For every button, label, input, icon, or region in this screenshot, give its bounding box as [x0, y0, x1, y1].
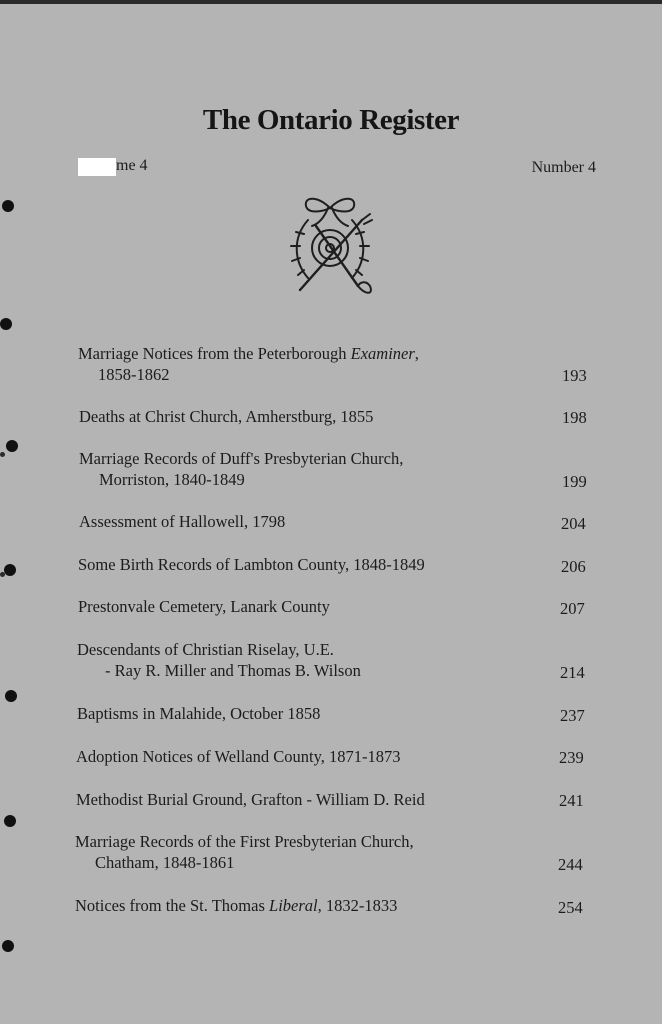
toc-entry-6[interactable]: Prestonvale Cemetery, Lanark County — [78, 597, 330, 616]
page-number-3: 199 — [562, 472, 587, 491]
binder-hole — [0, 318, 12, 330]
page-title: The Ontario Register — [202, 104, 460, 136]
toc-entry-11[interactable]: Marriage Records of the First Presbyterian Church, Chatham, 1848-1861 — [75, 832, 414, 872]
page-number-9: 239 — [559, 748, 584, 767]
toc-entry-1[interactable]: Marriage Notices from the Peterborough Examiner, 1858-1862 — [78, 344, 419, 384]
page-number-1: 193 — [562, 366, 587, 385]
toc-entry-10[interactable]: Methodist Burial Ground, Grafton - William D. Reid — [76, 790, 425, 809]
page-number-7: 214 — [560, 663, 585, 682]
toc-entry-2[interactable]: Deaths at Christ Church, Amherstburg, 1855 — [79, 407, 374, 426]
page-number-8: 237 — [560, 706, 585, 725]
top-edge — [0, 0, 662, 4]
toc-entry-3[interactable]: Marriage Records of Duff's Presbyterian Church, Morriston, 1840-1849 — [79, 449, 404, 489]
page-number-4: 204 — [561, 514, 586, 533]
page-number-11: 244 — [558, 855, 583, 874]
toc-entry-5[interactable]: Some Birth Records of Lambton County, 1848-1849 — [78, 555, 425, 574]
issue-number: Number 4 — [531, 159, 596, 176]
toc-entry-12[interactable]: Notices from the St. Thomas Liberal, 1832-1833 — [75, 896, 398, 915]
binder-hole — [6, 440, 18, 452]
page-number-6: 207 — [560, 599, 585, 618]
binder-hole — [4, 564, 16, 576]
redaction-mask — [78, 158, 116, 176]
binder-hole — [2, 200, 14, 212]
toc-entry-9[interactable]: Adoption Notices of Welland County, 1871-1873 — [76, 747, 401, 766]
speck — [0, 452, 5, 457]
horn-wreath-emblem-icon — [278, 190, 382, 302]
binder-hole — [5, 690, 17, 702]
page-number-12: 254 — [558, 898, 583, 917]
volume-label: me 4 — [116, 157, 148, 174]
binder-hole — [2, 940, 14, 952]
speck — [0, 572, 5, 577]
binder-hole — [4, 815, 16, 827]
page-number-5: 206 — [561, 557, 586, 576]
toc-entry-8[interactable]: Baptisms in Malahide, October 1858 — [77, 704, 321, 723]
toc-entry-7[interactable]: Descendants of Christian Riselay, U.E. - Ray R. Miller and Thomas B. Wilson — [77, 640, 361, 680]
toc-entry-4[interactable]: Assessment of Hallowell, 1798 — [79, 512, 286, 531]
page-number-2: 198 — [562, 408, 587, 427]
page-number-10: 241 — [559, 791, 584, 810]
